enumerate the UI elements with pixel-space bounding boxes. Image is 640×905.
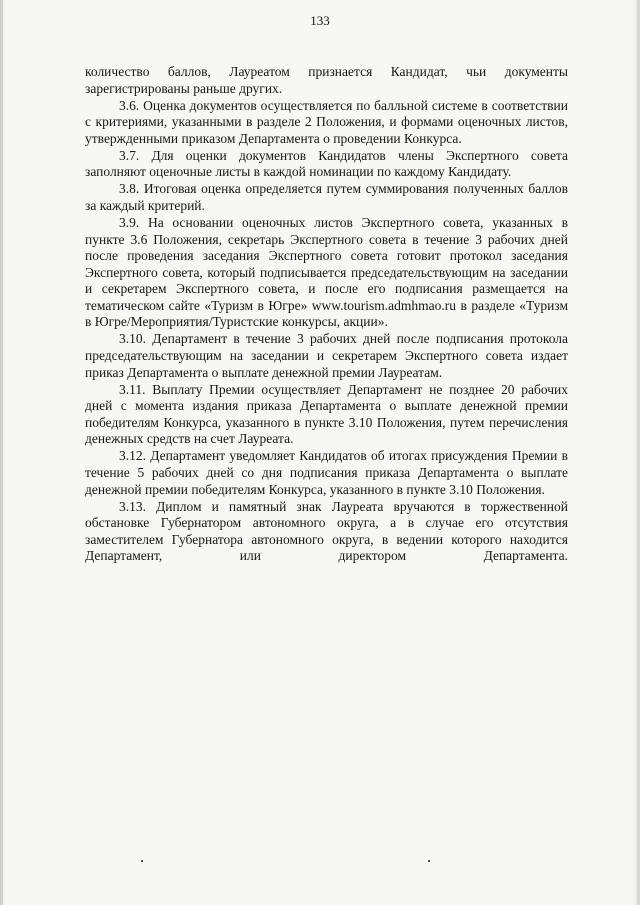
- paragraph-3-9: 3.9. На основании оценочных листов Экспертного совета, указанных в пункте 3.6 Положения, секретарь Экспертного совета в течение 3 рабочих дней после проведения заседания Экспертного совета готовит протокол заседания Экспертного совета, который подписывается председательствующим на заседании и секретарем Экспертного совета, и после его подписания размещается на тематическом сайте «Туризм в Югре» www.tourism.admhmao.ru в разделе «Туризм в Югре/Мероприятия/Туристские конкурсы, акции».: [85, 214, 568, 330]
- scan-speck: [428, 860, 430, 862]
- paragraph-3-6: 3.6. Оценка документов осуществляется по балльной системе в соответствии с критериями, указанными в разделе 2 Положения, и формами оценочных листов, утвержденными приказом Департамента о проведении Конкурса.: [85, 97, 568, 146]
- page-number: 133: [310, 13, 330, 28]
- paragraph-3-10: 3.10. Департамент в течение 3 рабочих дней после подписания протокола председательствующим на заседании и секретарем Экспертного совета издает приказ Департамента о выплате денежной премии Лауреатам.: [85, 331, 568, 380]
- document-body: [85, 64, 568, 565]
- paragraph-continuation: количество баллов, Лауреатом признается Кандидат, чьи документы зарегистрированы раньше других.: [85, 64, 568, 96]
- paragraph-3-7: 3.7. Для оценки документов Кандидатов члены Экспертного совета заполняют оценочные листы в каждой номинации по каждому Кандидату.: [85, 147, 568, 180]
- scan-speck: [141, 860, 143, 862]
- paragraph-3-11: 3.11. Выплату Премии осуществляет Департамент не позднее 20 рабочих дней с момента издания приказа Департамента о выплате денежной премии победителям Конкурса, указанного в пункте 3.10 Положения, путем перечисления денежных средств на счет Лауреата.: [85, 381, 568, 447]
- scan-edge-left: [0, 0, 3, 905]
- paragraph-3-13: 3.13. Диплом и памятный знак Лауреата вручаются в торжественной обстановке Губернатором автономного округа, а в случае его отсутствия заместителем Губернатора автономного округа, в ведении которого находится Департамент, или директором Департамента.: [85, 498, 568, 564]
- paragraph-3-8: 3.8. Итоговая оценка определяется путем суммирования полученных баллов за каждый критерий.: [85, 181, 568, 213]
- paragraph-3-12: 3.12. Департамент уведомляет Кандидатов об итогах присуждения Премии в течение 5 рабочих дней со дня подписания приказа Департамента о выплате денежной премии победителям Конкурса, указанного в пункте 3.10 Положения.: [85, 448, 568, 497]
